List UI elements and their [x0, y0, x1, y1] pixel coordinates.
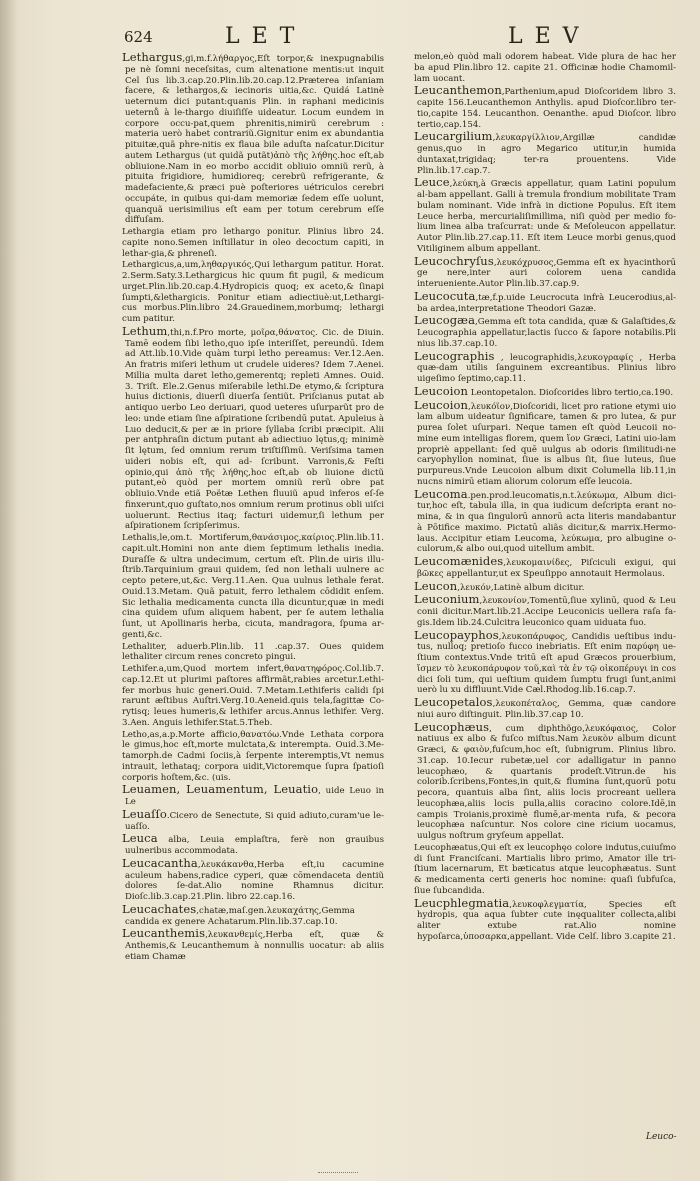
entry-headword: Leucanthemon: [414, 83, 502, 98]
entry-headword: Leucphlegmatia: [414, 895, 510, 910]
entry-text: ,λευκοπέταλος, Gemma, quæ candore niui auro diſtinguit. Plin.lib.37.cap 10.: [417, 699, 676, 720]
entry-headword: Lethum: [122, 323, 168, 338]
dictionary-entry: [122, 784, 384, 808]
entry-headword: Leucophæus: [414, 719, 490, 734]
entry-text: ,λεύκη,à Græcis appellatur, quam Latini populum al-bam appellant. Galli à tremula frondium mobilitate Tram bulam nominant. Vide infrà in dictione Populus. Eſt item Leuce herba, mercurialiſimillima, niſi quòd per medio fo-lium linea alba traſcurrat: unde & Meſoleucon appellatur. Autor Plin.lib.27.cap.11. Eſt item Leuce morbi genus,quod Vitiliginem album appellant.: [417, 179, 677, 254]
dictionary-entry: [414, 253, 676, 290]
entry-headword: Leucogæa: [414, 313, 476, 328]
entry-headword: Leuca: [122, 831, 158, 846]
entry-text: Lethifer.a,um,Quod mortem infert,θανατηφόρος.Col.lib.7. cap.12.Et ut plurimi paſtores affirmãt,rabies arcetur.Lethi-fer morbus huic generi.Ouid. 7.Metam.Lethiferis calidi ſpi rarunt æſtibus Auſtri.Verg.10.Aeneid.quis tela,ſagittæ Co-rytisq; leues humeris,& lethifer arcus.Annus lethifer. Verg. 3.Aen. Anguis lethifer.Stat.5.Theb.: [122, 664, 384, 728]
entry-headword: Leuce: [414, 175, 450, 190]
entry-text: Lethalis,le,om.t. Mortiferum,θανάσιμος,καίριος.Plin.lib.11. capit.ult.Homini non ante diem ſeptimum lethalis inedia. Duraſſe & ultra undecimum, certum eſt. Plin.de uiris illu-ſtrib.Tarquinium graui quidem, ſed non lethali uulnere ac cepto petere,ut,&c. Verg.11.Aen. Qua uulnus lethale ferat. Ouid.13.Metam. Quã patuit, ferro lethalem cōdidit enſem. Sic lethalia medicamenta cuncta illa dicuntur,quæ in medi cina quidem uſum aliquem habent, per ſe autem lethalia ſunt, ut Apollinaris herba, cicuta, mandragora, ſpuma ar-genti,&c.: [122, 533, 384, 640]
dictionary-entry: [414, 315, 676, 349]
left-column: [122, 52, 384, 964]
dictionary-entry: [414, 177, 676, 254]
running-head-right: LEV: [508, 24, 591, 49]
dictionary-entry: [122, 806, 384, 833]
page-header: [0, 24, 700, 54]
entry-headword: Leucanthemis: [122, 926, 206, 941]
entry-headword: Lethargus: [122, 50, 183, 64]
entry-text: ,λευκόχρυσος,Gemma eſt ex hyacinthorū ge nere,inter auri colorem uena candida interueniente.Autor Plin.lib.37.cap.9.: [417, 257, 676, 289]
entry-text: ,λευκοφλεγματία, Species eſt hydropis, qua aqua ſubter cute inęqualiter collecta,alibi aliter extube rat.Alio nomine hypoſarca,ὑποσαρκα,appellant. Vide Celſ. libro 3.capite 21.: [417, 899, 676, 942]
dictionary-entry: [414, 843, 676, 897]
catchword: Leuco-: [646, 1132, 677, 1142]
entry-text: ,λευκόν,Latinè album dicitur.: [457, 582, 585, 593]
entry-headword: Leucargilium: [414, 129, 493, 144]
dictionary-entry: [122, 323, 385, 532]
dictionary-entry: [122, 730, 384, 784]
entry-text: ,λευκομαινίδες, Piſciculi exigui, qui βῶκες appellantur,ut ex Speuſippo annotauit Hermolaus.: [417, 558, 676, 579]
entry-text: ,tæ,f.p.uide Leucrocuta infrà Leucerodius,al-ba ardea,interpretatione Theodori Gazæ.: [417, 292, 676, 314]
entry-text: ,λευκόϊον,Dioſcoridi, licet pro ratione etymi uio lam album uideatur ſignificare, tamen & pro lutea, & pur purea ſolet uſurpari. Neque tamen eſt quòd Leucoii no-mine eum intelligas florem, quem ἴον Græci, Latini uio-lam propriè appellant: ſed quē uulgus ab odoris ſimilitudi-ne caryophyllon nominat, ſiue is albus ſit, ſiue luteus, ſiue purpureus.Vnde Leucoion album dixit Columella lib.11,in nucns nimirū etiam aliorum colorum eſſe leucoia.: [417, 401, 676, 487]
entry-headword: Leucacantha: [122, 855, 198, 870]
dictionary-entry: [414, 594, 676, 628]
dictionary-entry: [414, 288, 676, 315]
entry-text: ,λευκονίον,Tomentū,ſiue xylinū, quod & Leu conii dicitur.Mart.lib.21.Accipe Leuconicis uellera raſa fa-gis.Idem lib.24.Culcitra leuconico quam uiduata fuo.: [417, 596, 676, 628]
entry-text: melon,eò quòd mali odorem habeat. Vide plura de hac her ba apud Plin.libro 12. capite 21. Officinæ hodie Chamomil-lam uocant.: [414, 52, 676, 84]
entry-text: , leucographidis,λευκογραφίς , Herba quæ-dam utilis ſanguinem excreantibus. Plinius libro uigeſimo ſeptimo,cap.11.: [417, 352, 676, 384]
dictionary-entry: [414, 52, 676, 84]
entry-headword: Leuaſſo: [122, 806, 167, 821]
entry-text: ,Parthenium,apud Dioſcoridem libro 3. capite 156.Leucanthemon Anthylis. apud Dioſcor.libro ter-tio,capite 154. Leucanthon. Oenanthe. apud Dioſcor. libro tertio,cap.154.: [417, 87, 676, 130]
dictionary-entry: [122, 533, 384, 641]
entry-headword: Leucopetalos: [414, 695, 493, 709]
entry-headword: Leucochryſus: [414, 253, 494, 268]
entry-text: , cum diphthõgo,λευκόφαιος, Color natiuus ex albo & fuſco miſtus.Nam λευκὸν album dicunt Græci, & φαιὸν,fuſcum,hoc eſt, ſubnigrum. Plinius libro. 31.cap. 10.Iecur rubetæ,uel cor adalligatur in panno leucophæo, & quartanis prodeſt.Vitrun.de his colorib.ſcribens,Fontes,in quit,& flumina ſunt,quorū potu pecora, quantuis alba ſint, aliis locis procreant uellera leucophæa,aliis locis pulla,aliis coracino colore.Idē,in campis Troianis,proximè flumē,ar-menta rufa, & pecora leucophæa naſcuntur. Nos colore cine ricium uocamus, uulgus noſtrum gryſeum appellat.: [417, 723, 676, 841]
gutter-shadow: [0, 0, 18, 1181]
entry-text: ,thi,n.f.Pro morte, μοῖρα,θάνατος. Cic. de Diuin. Tamē eodem ſibi letho,quo ipſe interiſſet, pereundū. Idem ad Att.lib.10.Vide quàm turpi letho pereamus: Ver.12.Aen. An fratris miſeri lethum ut crudele uideres? Idem 7.Aenei. Millia multa daret letho,gemerentq; repleti Amnes. Ouid. 3. Triſt. Ele.2.Genus miſerabile lethi.De etymo,& ſcriptura huius dictionis, diuerſi diuerſa ſentiũt. Priſcianus putat ab antiquo uerbo Leo deriuari, quod ueteres uſurparũt pro de leo: unde etiam ſine aſpiratione ſcribendū putat. Apuleius à Luo deducit,& per æ in priore ſyllaba ſcribi præcipit. Alii per antphraſin dictum putant ab adiectiuo lętus,q; minimè ſit lętum, ſed omnium rerum triſtiſſimũ. Veriſsima tamen uideri nobis eſt, qui ad- ſcribunt. Varronis,& Feſti opinio,qui ἀπὸ τῆς λήθης,hoc eſt,ab ob liuione dictũ putant,eò quòd per mortem omniũ rerũ obre pat obliuio.Vnde etiã Poëtæ Lethen fluuiũ apud inferos eſ-ſe finxerunt,quo guſtato,nos omnium rerum protinus obli uiſci uoluerunt. Rectius itaq; facturi uidemur,ſi lethum per aſpirationem ſcripſerimus.: [125, 327, 385, 532]
entry-text: .Cicero de Senectute, Si quid adiuto,curam'ue le-uaſſo.: [125, 810, 384, 832]
entry-text: Leontopetalon. Dioſcorides libro tertio,ca.190.: [468, 387, 674, 398]
dictionary-entry: [414, 397, 676, 488]
dictionary-entry: [414, 486, 676, 556]
entry-text: ,λευκάκανθα,Herba eſt,iu cacumine aculeum habens,radice cyperi, quæ cōmendaceta dentiũ dolores ſe-dat.Alio nomine Rhamnus dicitur. Dioſc.lib.3.cap.21.Plin. libro 22.cap.16.: [125, 859, 384, 902]
dictionary-entry: [122, 833, 384, 857]
entry-text: ,Gemma eſt tota candida, quæ & Galaſtides,& Leucographia appellatur,lactis ſucco & ſapore notabilis.Pli nius lib.37.cap.10.: [417, 317, 676, 349]
dictionary-entry: [122, 642, 384, 664]
entry-text: .pen.prod.leucomatis,n.t.λεύκωμα, Album dici-tur,hoc eſt, tabula illa, in qua iudicum deſcripta erant no-mina, & in qua ſingulorū annorū acta literis mandabantur à Pōtifice maximo. Pictatū aliãs dicitur,& marrix.Hermo-laus. Accipitur etiam Leucoma, λεύκωμα, pro albugine o-culorum,& albo oui,quod uitellum ambit.: [417, 490, 676, 555]
dictionary-entry: [414, 895, 676, 943]
entry-text: ,gi,m.f.λήθαργος,Eſt torpor,& inexpugnabilis pe nè ſomni neceſsitas, cum altenatione mentis:ut inquit Cel ſus lib.3.cap.20.Plin.lib.20.cap.12.Præterea inſaniam facere, & lethargos,& iecinoris uitia,&c. Quidá Latinè ueternum dici putant:quanis Plin. in raphani medicinis ueternů à le-thargo diuiſiſſe uideatur. Locum eundem in corpore occu-pat,quem phrenitis,nimirũ cerebrum : materia uerò habet contrariũ.Gignitur enim ex abundantia pituitæ,quã phre-nitis ex flaua bile aduſta naſcatur.Dicitur autem Lethargus (ut quidã putãt)ἀπὸ τῆς λήθης.hoc eſt,ab obliuione.Nam in eo morbo accidit obliuio omniũ rerũ, à pituita frigidiore, humidioreq; cerebrũ refrigerante, & madefaciente,& præci puè poſteriores uétriculos cerebri occupáte, in quibus qui-dam memoriæ ſedem eſſe uolunt, quanquã uerisimilius eſt eam per totum cerebrum eſſe diffuſam.: [125, 54, 384, 226]
entry-headword: Leucocuta: [414, 288, 476, 303]
entry-text: Letho,as,a.p.Morte afficio,θανατόω.Vnde Lethata corpora le gimus,hoc eſt,morte mulctata,& interempta. Ouid.3.Me-tamorph.de Cadmi ſociis,à ſerpente interemptis,Vt nemus intrauit, lethataq; corpora uidit,Victoremque ſupra ſpatioſi corporis hoſtem,&c. (uis.: [122, 729, 384, 783]
running-head-left: LET: [225, 24, 307, 49]
dictionary-entry: [414, 697, 676, 721]
right-column: [414, 52, 676, 944]
entry-text: Lethaliter, aduerb.Plin.lib. 11 .cap.37. Oues quidem lethaliter circum renes concreto pingui.: [122, 641, 384, 663]
entry-headword: Leucachates: [122, 901, 197, 916]
dictionary-entry: [414, 719, 676, 842]
entry-text: Lethargicus,a,um,ληθαργικός,Qui lethargum patitur. Horat. 2.Serm.Saty.3.Lethargicus hic quum fit pugil, & medicum urget.Plin.lib.20.cap.4.Hydropicis quoq; ex aceto,& ſinapi ſumpti,&lethargicis. Ponitur etiam adiectiuè:ut,Lethargi-cus morbus.Plin.libro 24.Grauedinem,morbumq; lethargi cum patitur.: [122, 260, 384, 324]
entry-text: , uide Leuo in Le: [125, 786, 384, 807]
entry-headword: Leuamen, Leuamentum, Leuatio: [122, 782, 319, 797]
entry-headword: Leuconium: [414, 592, 480, 607]
dictionary-entry: [122, 664, 384, 729]
dictionary-entry: [414, 85, 676, 130]
dictionary-entry: [122, 227, 384, 259]
page-number: 624: [124, 28, 153, 46]
entry-text: ,λευκανθεμίς,Herba eſt, quæ & Anthemis,& Leucanthemum à nonnullis uocatur: ab aliis etiam Chamæ: [125, 930, 384, 962]
entry-headword: Leucoion: [414, 397, 469, 412]
dictionary-entry: [122, 901, 384, 928]
entry-text: Lethargia etiam pro lethargo ponitur. Plinius libro 24. capite nono.Semen inſtillatur in oleo decoctum capiti, in lethar-gia,& phreneſi.: [122, 227, 384, 259]
dictionary-entry: [122, 260, 384, 325]
entry-text: Leucophæatus,Qui eſt ex leucophęo colore indutus,cuiuſmo di ſunt Franciſcani. Martialis libro primo, Amator ille tri-ſtium lacernarum, Et bæticatus atque leucophæatus. Sunt & medicamenta certi generis hoc nomine: quaſi ſubfuſca, ſiue ſubcandida.: [414, 842, 676, 896]
dictionary-entry: [414, 348, 676, 385]
entry-text: ,λευκοπάρυφος, Candidis ueſtibus indu-tus, nulloq; pretioſo fucco inebriatis. Eſt enim παρύφη ue-ſtium contextus.Vnde tritū eſt apud Græcos prouerbium, ἴσμεν τὸ λευκοπάρυφον τοῦ,καὶ τὰ ἐν τῷ οἰκοπέρυγι in cos dici ſoli tum, qui ueſtium quidem ſumptu frugi ſunt,animi uerò lu xu diffluunt.Vide Cæl.Rhodog.lib.16.cap.7.: [417, 631, 676, 696]
entry-text: ,λευκαργίλλιον,Argillæ candidæ genus,quo in agro Megarico utitur,in humida duntaxat,trigidaq; ter-ra prouentens. Vide Plin.lib.17.cap.7.: [417, 133, 676, 176]
entry-headword: Leucopayphos: [414, 627, 499, 642]
dictionary-entry: [122, 855, 384, 903]
entry-headword: Leucoma: [414, 486, 468, 501]
dictionary-entry: [414, 556, 676, 580]
entry-headword: Leucon: [414, 578, 458, 593]
dictionary-entry: [414, 627, 676, 697]
footer-rule: [318, 1172, 358, 1176]
entry-text: alba, Leuia emplaſtra, ferè non grauibus uulneribus accommodata.: [125, 835, 384, 856]
entry-text: ,chatæ,maſ.gen.λευκαχάτης,Gemma candida ex genere Achatarum.Plin.lib.37.cap.10.: [125, 905, 355, 927]
dictionary-entry: [122, 928, 384, 962]
dictionary-entry: [414, 131, 676, 176]
entry-headword: Leucomænides: [414, 554, 504, 568]
dictionary-entry: [122, 52, 384, 226]
entry-headword: Leucographis: [414, 348, 495, 363]
entry-headword: Leucoion: [414, 383, 469, 398]
